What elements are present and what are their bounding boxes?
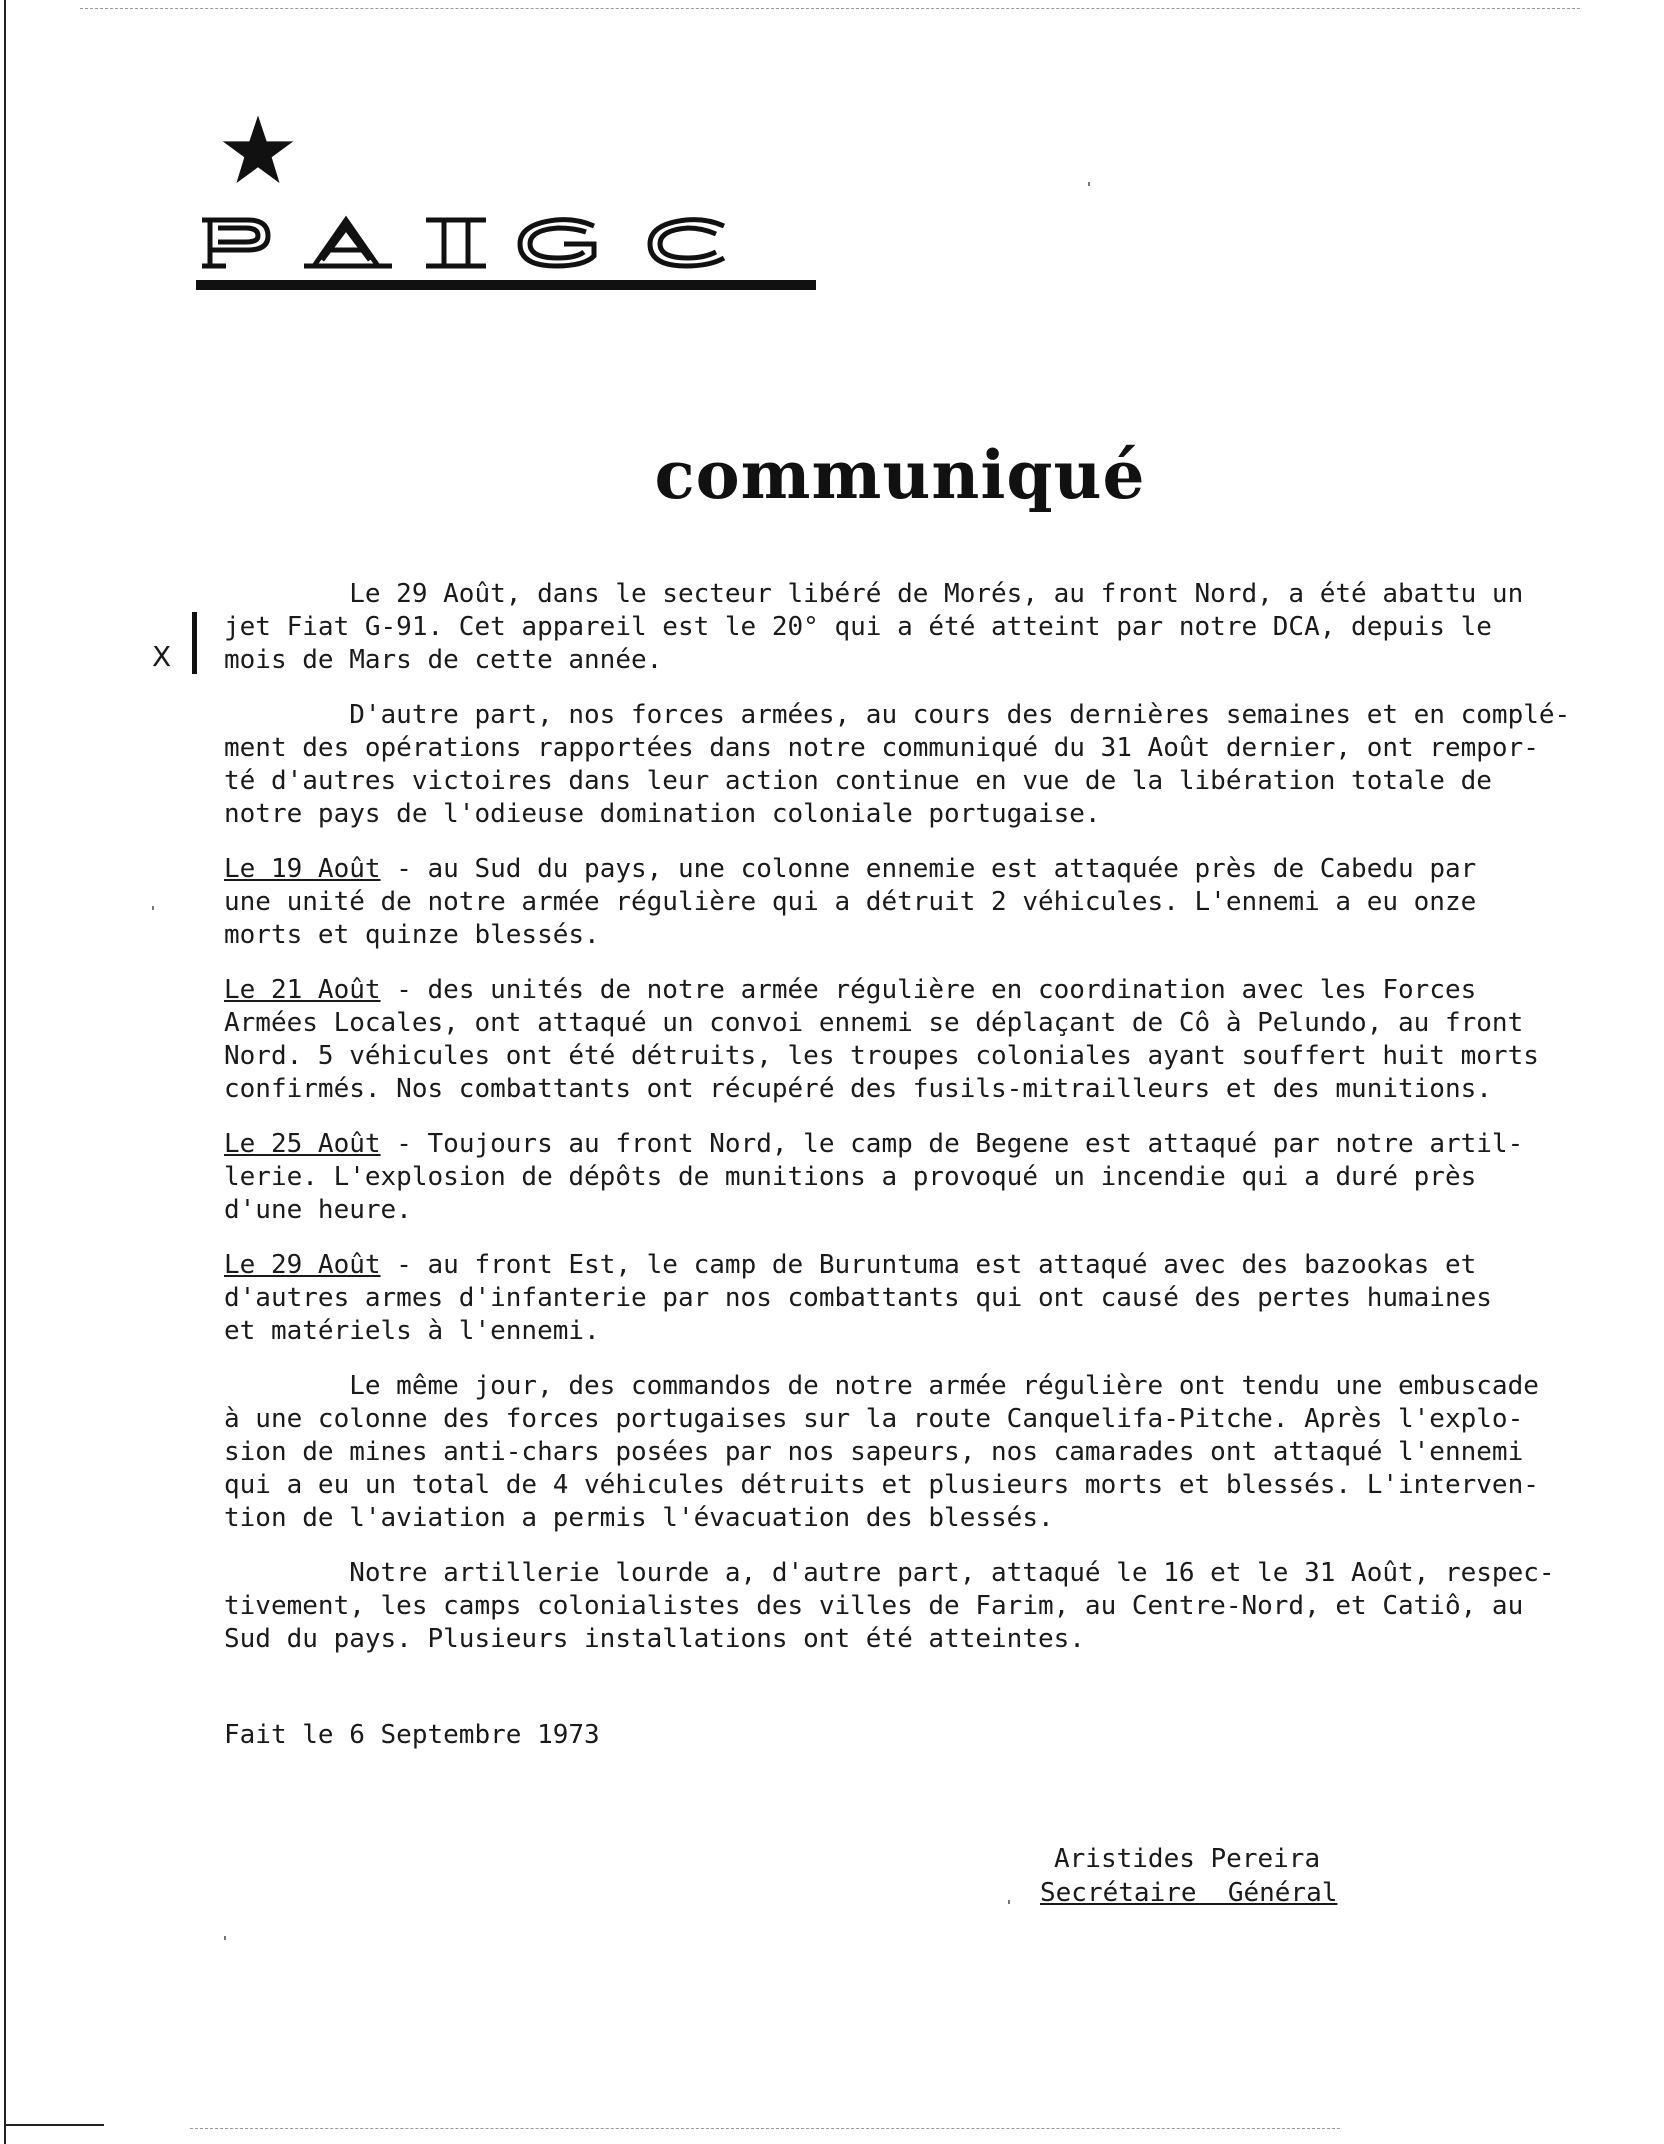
paragraph-line xyxy=(224,1282,1624,1315)
line-text: morts et quinze blessés. xyxy=(224,920,600,950)
line-text: - des unités de notre armée régulière en coordination avec les Forces xyxy=(380,975,1477,1005)
logo-underline xyxy=(196,280,816,290)
signatory-name: Aristides Pereira xyxy=(1054,1844,1321,1874)
document-title: communiqué xyxy=(654,436,1146,514)
paragraph-line xyxy=(224,732,1624,765)
paragraph-line xyxy=(224,1403,1624,1436)
line-text: tion de l'aviation a permis l'évacuation des blessés. xyxy=(224,1503,1054,1533)
paragraph-line xyxy=(224,1315,1624,1348)
line-text: confirmés. Nos combattants ont récupéré des fusils-mitrailleurs et des munitions. xyxy=(224,1074,1492,1104)
signatory-title: Secrétaire Général xyxy=(1040,1878,1338,1908)
line-text: Nord. 5 véhicules ont été détruits, les troupes coloniales ayant souffert huit morts xyxy=(224,1041,1539,1071)
paragraph-line xyxy=(224,699,1624,732)
date-lead: Le 19 Août xyxy=(224,854,381,884)
paragraph-line xyxy=(224,578,1624,611)
line-text: D'autre part, nos forces armées, au cours des dernières semaines et en complé- xyxy=(224,700,1571,730)
paper-speck xyxy=(1088,182,1090,186)
line-text: - au front Est, le camp de Buruntuma est attaqué avec des bazookas et xyxy=(380,1250,1477,1280)
paragraph-line xyxy=(224,644,1624,677)
line-text: mois de Mars de cette année. xyxy=(224,645,663,675)
paragraph-line xyxy=(224,611,1624,644)
paragraph xyxy=(224,974,1624,1106)
page-bottom-edge xyxy=(190,2128,1340,2130)
paper-speck xyxy=(152,906,154,910)
paragraph-line xyxy=(224,1073,1624,1106)
paper-speck xyxy=(224,1936,226,1940)
line-text: - au Sud du pays, une colonne ennemie est attaquée près de Cabedu par xyxy=(380,854,1477,884)
paragraph xyxy=(224,1249,1624,1348)
margin-bar xyxy=(192,612,197,674)
paragraph xyxy=(224,1557,1624,1656)
paragraph-line xyxy=(224,919,1624,952)
line-text: ment des opérations rapportées dans notre communiqué du 31 Août dernier, ont rempor- xyxy=(224,733,1539,763)
paigc-logo xyxy=(196,214,736,270)
paragraph-line xyxy=(224,1502,1624,1535)
line-text: jet Fiat G-91. Cet appareil est le 20° qui a été atteint par notre DCA, depuis le xyxy=(224,612,1492,642)
paragraph xyxy=(224,699,1624,831)
line-text: Notre artillerie lourde a, d'autre part, attaqué le 16 et le 31 Août, respec- xyxy=(224,1558,1555,1588)
paragraph-line xyxy=(224,1007,1624,1040)
line-text: Armées Locales, ont attaqué un convoi ennemi se déplaçant de Cô à Pelundo, au front xyxy=(224,1008,1524,1038)
line-text: Le 29 Août, dans le secteur libéré de Morés, au front Nord, a été abattu un xyxy=(224,579,1524,609)
date-lead: Le 29 Août xyxy=(224,1250,381,1280)
line-text: té d'autres victoires dans leur action continue en vue de la libération totale de xyxy=(224,766,1492,796)
line-text: d'une heure. xyxy=(224,1195,412,1225)
paragraph-line xyxy=(224,1249,1624,1282)
line-text: sion de mines anti-chars posées par nos sapeurs, nos camarades ont attaqué l'ennemi xyxy=(224,1437,1524,1467)
page-top-edge xyxy=(80,8,1580,10)
date-line: Fait le 6 Septembre 1973 xyxy=(224,1720,600,1750)
paragraph-line xyxy=(224,798,1624,831)
date-lead: Le 21 Août xyxy=(224,975,381,1005)
paragraph-line xyxy=(224,1623,1624,1656)
paragraph-line xyxy=(224,1040,1624,1073)
date-lead: Le 25 Août xyxy=(224,1129,381,1159)
page-bottom-left-edge xyxy=(4,2124,104,2126)
line-text: Sud du pays. Plusieurs installations ont été atteintes. xyxy=(224,1624,1085,1654)
star-icon xyxy=(222,114,294,186)
line-text: lerie. L'explosion de dépôts de munitions a provoqué un incendie qui a duré près xyxy=(224,1162,1477,1192)
paragraph-line xyxy=(224,853,1624,886)
line-text: notre pays de l'odieuse domination coloniale portugaise. xyxy=(224,799,1101,829)
paragraph-line xyxy=(224,1557,1624,1590)
line-text: d'autres armes d'infanterie par nos combattants qui ont causé des pertes humaines xyxy=(224,1283,1492,1313)
paragraph xyxy=(224,853,1624,952)
paragraph xyxy=(224,1128,1624,1227)
line-text: - Toujours au front Nord, le camp de Begene est attaqué par notre artil- xyxy=(380,1129,1524,1159)
line-text: une unité de notre armée régulière qui a détruit 2 véhicules. L'ennemi a eu onze xyxy=(224,887,1477,917)
paragraph-line xyxy=(224,1128,1624,1161)
paragraph-line xyxy=(224,765,1624,798)
paragraph-line xyxy=(224,1194,1624,1227)
paragraph-line xyxy=(224,1436,1624,1469)
line-text: tivement, les camps colonialistes des villes de Farim, au Centre-Nord, et Catiô, au xyxy=(224,1591,1524,1621)
document-body xyxy=(224,578,1624,1678)
paragraph-line xyxy=(224,1469,1624,1502)
paper-speck xyxy=(1008,1900,1010,1904)
line-text: et matériels à l'ennemi. xyxy=(224,1316,600,1346)
paragraph-line xyxy=(224,1370,1624,1403)
line-text: à une colonne des forces portugaises sur la route Canquelifa-Pitche. Après l'explo- xyxy=(224,1404,1524,1434)
margin-annotation: X xyxy=(152,640,172,673)
paragraph xyxy=(224,1370,1624,1535)
paragraph-line xyxy=(224,886,1624,919)
line-text: Le même jour, des commandos de notre armée régulière ont tendu une embuscade xyxy=(224,1371,1539,1401)
paragraph xyxy=(224,578,1624,677)
paragraph-line xyxy=(224,1161,1624,1194)
paragraph-line xyxy=(224,974,1624,1007)
line-text: qui a eu un total de 4 véhicules détruits et plusieurs morts et blessés. L'interven- xyxy=(224,1470,1539,1500)
paragraph-line xyxy=(224,1590,1624,1623)
page-left-edge xyxy=(4,0,6,2144)
